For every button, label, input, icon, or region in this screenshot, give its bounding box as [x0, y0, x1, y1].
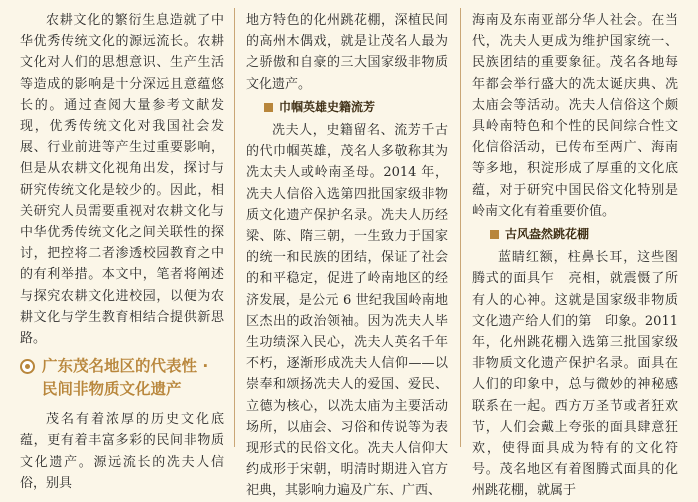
- section-heading-line2: 民间非物质文化遗产: [42, 380, 182, 399]
- intro-paragraph: 农耕文化的繁衍生息造就了中华优秀传统文化的源远流长。农耕文化对人们的思想意识、生产生活等造成的影响是十分深远且意蕴悠长的。通过查阅大量参考文献发现，优秀传统文化对我国社会发展、行业前进等产生过重要影响，但是从农耕文化视角出发，探讨与研究传统文化是较少的。因此，相关研究人员需要重视对农耕文化与中华优秀传统文化之间关联性的探讨，把控将二者渗透校园教育之中的有利举措。本文中，笔者将阐述与探究农耕文化进校园，以便为农耕文化与学生教育相结合提供新思路。: [20, 13, 224, 347]
- body-paragraph: 冼夫人，史籍留名、流芳千古的代巾帼英雄，茂名人多敬称其为冼太夫人或岭南圣母。2014 年，冼夫人信俗入选第四批国家级非物质文化遗产保护名录。冼夫人历经梁、陈、隋三朝，一生致力于国家的统一和民族的团结，保证了社会的和平稳定，促进了岭南地区的经济发展，是公元 6 世纪我国岭南地区杰出的政治领袖。因为冼夫人毕生功绩深入民心，冼夫人英名千年不朽，逐渐形成冼夫人信仰——以崇奉和颂扬冼夫人的爱国、爱民、立德为核心，以冼太庙为主要活动场所，以庙会、习俗和传说等为表现形式的民俗文化。冼夫人信仰大约成形于宋朝，明清时期进入官方祀典，其影响力遍及广东、广西、: [246, 123, 448, 499]
- column-divider: [234, 8, 235, 447]
- section-heading-line1: 广东茂名地区的代表性 ·: [42, 357, 208, 375]
- column-left: [20, 10, 224, 491]
- column-right: [472, 10, 678, 499]
- column-divider: [460, 8, 461, 447]
- body-paragraph: 地方特色的化州跳花棚，深植民间的高州木偶戏，就是让茂名人最为之骄傲和自豪的三大国家级非物质文化遗产。: [246, 13, 448, 92]
- body-paragraph: 茂名有着浓厚的历史文化底蕴，更有着丰富多彩的民间非物质文化遗产。源远流长的冼夫人信俗，别具: [20, 412, 224, 491]
- subheading-text: 古风盎然跳花棚: [505, 227, 590, 242]
- column-middle: [246, 10, 448, 499]
- section-heading: [20, 355, 224, 401]
- square-bullet-icon: [264, 103, 273, 112]
- subheading-text: 巾帼英雄史籍流芳: [279, 99, 376, 114]
- body-paragraph: 蓝睛红额，柱鼻长耳，这些图腾式的面具乍 亮相，就震慑了所有人的心神。这就是国家级非物质文化遗产给人们的第 印象。2011 年，化州跳花棚入选第三批国家级非物质文化遗产保护名录。面具在人们的印象中，总与微妙的神秘感联系在一起。西方万圣节或者狂欢节，人们会戴上夸张的面具肆意狂欢，使得面具成为特有的文化符号。茂名地区有着图腾式面具的化州跳花棚，就属于: [472, 250, 678, 499]
- body-paragraph: 海南及东南亚部分华人社会。在当代，冼夫人更成为维护国家统一、民族团结的重要象征。茂名各地每年都会举行盛大的冼太诞庆典、冼太庙会等活动。冼夫人信俗这个颇具岭南特色和个性的民间综合性文化信俗活动，已传布至两广、海南等多地，积淀形成了厚重的文化底蕴，对于研究中国民俗文化特别是岭南文化有着重要价值。: [472, 13, 678, 219]
- subheading: [264, 97, 448, 118]
- subheading: [490, 224, 678, 245]
- square-bullet-icon: [490, 230, 499, 239]
- circle-bullet-icon: [20, 359, 35, 374]
